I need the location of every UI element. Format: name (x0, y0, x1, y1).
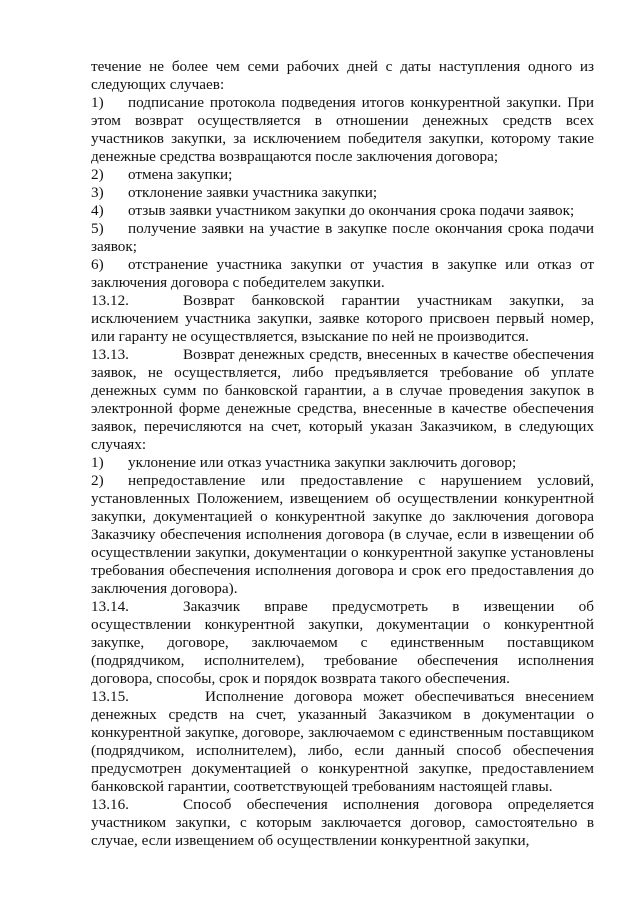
list-number: 2) (91, 472, 104, 489)
section-text: Способ обеспечения исполнения договора определяется участником закупки, с которым заключается договор, самостоятельно в случае, если извещением об осуществлении конкурентной закупки, (91, 796, 594, 849)
section-text: Исполнение договора может обеспечиваться внесением денежных средств на счет, указанный Заказчиком в документации о конкурентной закупке, договоре, заключаемом с единственным поставщиком (подрядчиком, исполнителем), либо, если данный способ обеспечения предусмотрен документацией о конкурентной закупке, предоставлением банковской гарантии, соответствующей требованиям настоящей главы. (91, 688, 594, 795)
list-number: 5) (91, 220, 104, 237)
section-text: Заказчик вправе предусмотреть в извещении об осуществлении конкурентной закупки, документации о конкурентной закупке, договоре, заключаемом с единственным поставщиком (подрядчиком, исполнителем), требование обеспечения исполнения договора, способы, срок и порядок возврата такого обеспечения. (91, 598, 594, 687)
section-13-15 (91, 688, 594, 796)
section-13-16 (91, 796, 594, 850)
section-text: Возврат денежных средств, внесенных в качестве обеспечения заявок, не осуществляется, либо предъявляется требование об уплате денежных сумм по банковской гарантии, а в случае проведения закупок в электронной форме денежные средства, внесенные в качестве обеспечения заявок, перечисляются на счет, который указан Заказчиком, в следующих случаях: (91, 346, 594, 453)
section-13-14 (91, 598, 594, 688)
section-text: Возврат банковской гарантии участникам закупки, за исключением участника закупки, заявке которого присвоен первый номер, или гаранту не осуществляется, взыскание по ней не производится. (91, 292, 594, 345)
list-text: подписание протокола подведения итогов конкурентной закупки. При этом возврат осуществляется в отношении денежных средств всех участников закупки, за исключением победителя закупки, которому такие денежные средства возвращаются после заключения договора; (91, 94, 594, 165)
list-item (91, 454, 594, 472)
list-number: 3) (91, 184, 104, 201)
section-13-12 (91, 292, 594, 346)
paragraph-intro: течение не более чем семи рабочих дней с даты наступления одного из следующих случаев: (91, 58, 594, 93)
list-text: отстранение участника закупки от участия в закупке или отказ от заключения договора с победителем закупки. (91, 256, 594, 291)
list-text: отмена закупки; (128, 166, 233, 183)
list-number: 4) (91, 202, 104, 219)
list-text: уклонение или отказ участника закупки заключить договор; (128, 454, 517, 471)
section-number: 13.16. (91, 796, 129, 813)
list-text: получение заявки на участие в закупке после окончания срока подачи заявок; (91, 220, 594, 255)
list-number: 1) (91, 454, 104, 471)
list-item (91, 166, 594, 184)
section-number: 13.12. (91, 292, 129, 309)
list-text: отклонение заявки участника закупки; (128, 184, 378, 201)
section-number: 13.13. (91, 346, 129, 363)
document-page (91, 58, 594, 850)
list-item (91, 256, 594, 292)
list-item (91, 202, 594, 220)
section-number: 13.14. (91, 598, 129, 615)
list-text: непредоставление или предоставление с нарушением условий, установленных Положением, извещением об осуществлении конкурентной закупки, документацией о конкурентной закупке до заключения договора Заказчику обеспечения исполнения договора (в случае, если в извещении об осуществлении закупки, документации о конкурентной закупке установлены требования обеспечения исполнения договора и срок его предоставления до заключения договора). (91, 472, 594, 597)
section-13-13 (91, 346, 594, 454)
list-number: 1) (91, 94, 104, 111)
section-number: 13.15. (91, 688, 129, 705)
list-number: 6) (91, 256, 104, 273)
list-text: отзыв заявки участником закупки до окончания срока подачи заявок; (128, 202, 575, 219)
list-item (91, 94, 594, 166)
list-number: 2) (91, 166, 104, 183)
list-item (91, 184, 594, 202)
list-item (91, 220, 594, 256)
list-item (91, 472, 594, 598)
